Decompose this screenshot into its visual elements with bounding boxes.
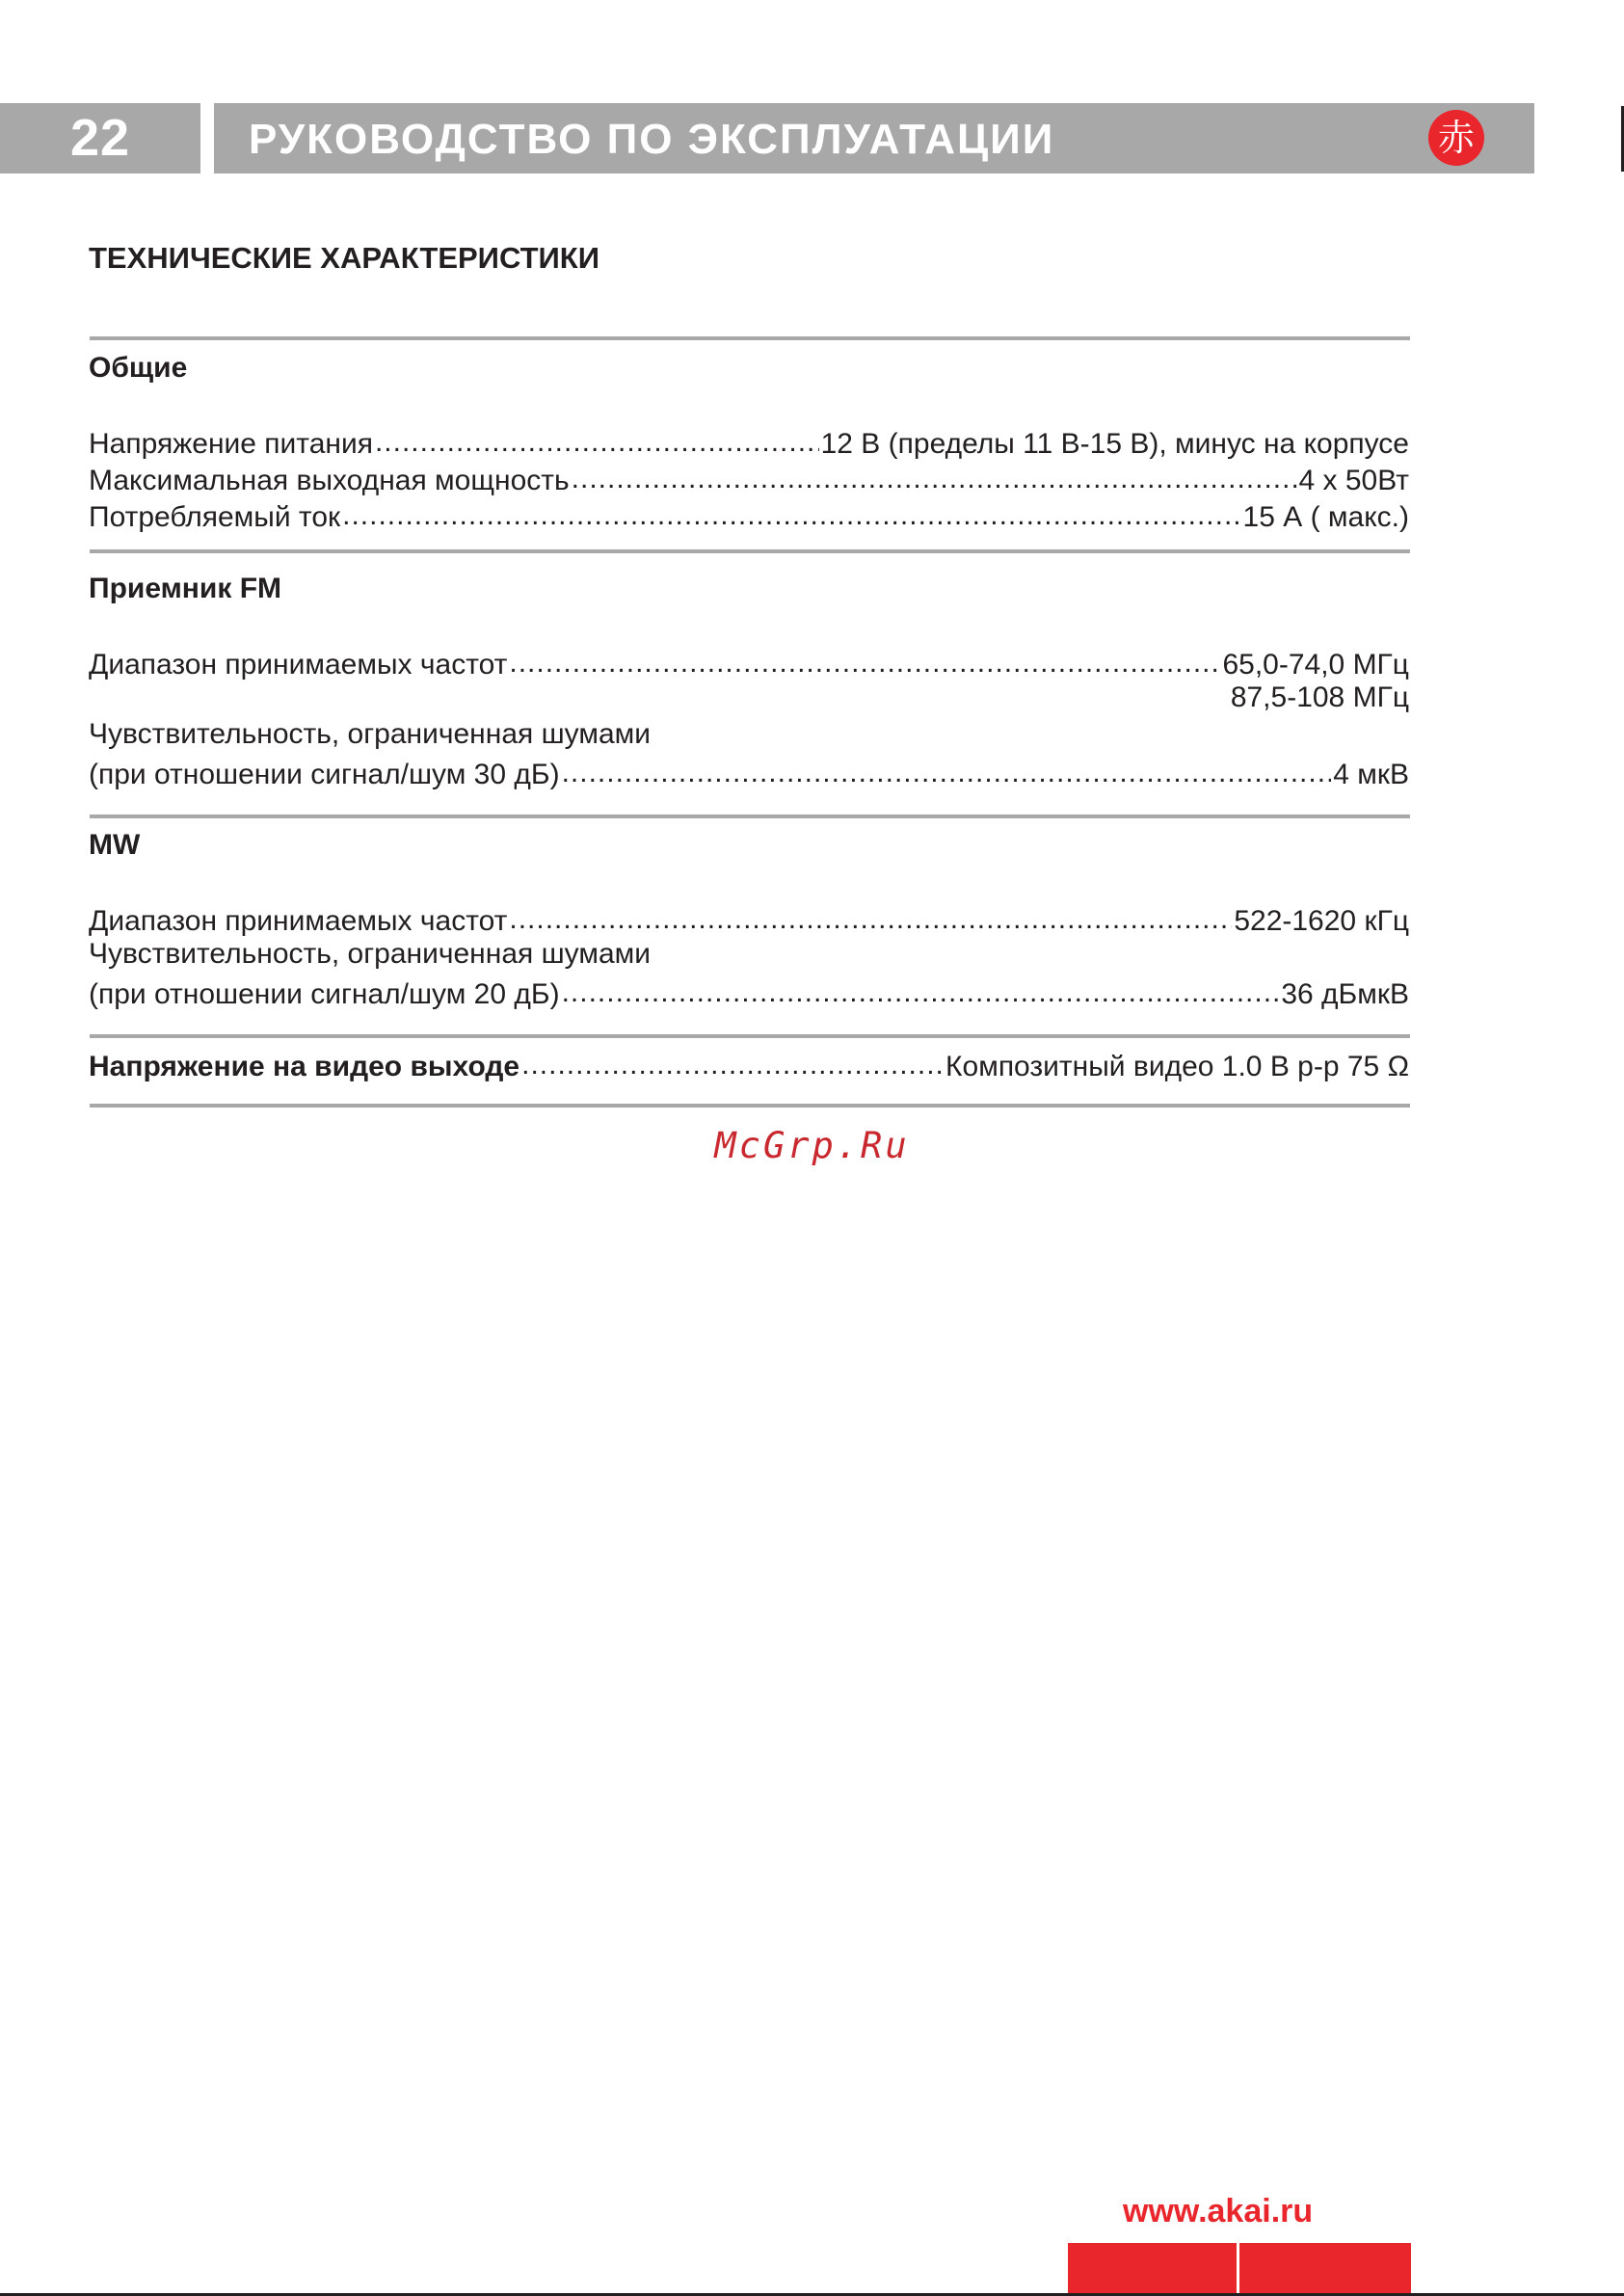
akai-logo-icon: 赤 xyxy=(1428,110,1484,166)
watermark: McGrp.Ru xyxy=(714,1125,910,1166)
spec-value: 36 дБмкВ xyxy=(1281,978,1409,1010)
spec-label: Потребляемый ток xyxy=(89,501,341,533)
leader-dots xyxy=(521,1047,944,1076)
spec-value: 15 А ( макс.) xyxy=(1242,501,1409,533)
leader-dots xyxy=(342,497,1240,526)
leader-dots xyxy=(375,424,819,453)
spec-value: 12 В (пределы 11 В-15 В), минус на корпусе xyxy=(820,428,1409,460)
spec-row-mw-range xyxy=(89,901,1409,938)
divider-video xyxy=(90,1034,1410,1038)
leader-dots xyxy=(509,901,1232,930)
leader-dots xyxy=(562,974,1280,1003)
divider-top xyxy=(90,336,1410,340)
group-title-general: Общие xyxy=(89,352,188,384)
group-title-fm: Приемник FM xyxy=(89,573,282,604)
manual-title: РУКОВОДСТВО ПО ЭКСПЛУАТАЦИИ xyxy=(249,116,1055,163)
divider-bottom xyxy=(90,1104,1410,1108)
fm-sensitivity-line: Чувствительность, ограниченная шумами xyxy=(89,718,652,750)
spec-label: Диапазон принимаемых частот xyxy=(89,905,508,937)
spec-label: (при отношении сигнал/шум 20 дБ) xyxy=(89,978,560,1010)
leader-dots xyxy=(509,645,1220,674)
page-number: 22 xyxy=(69,109,131,167)
divider-mw xyxy=(90,814,1410,818)
spec-row-supply-voltage xyxy=(89,424,1409,461)
spec-row-video-output xyxy=(89,1047,1409,1083)
fm-range-second-value: 87,5-108 МГц xyxy=(1230,681,1409,713)
spec-label: (при отношении сигнал/шум 30 дБ) xyxy=(89,759,560,790)
leader-dots xyxy=(562,755,1332,784)
spec-row-current xyxy=(89,497,1409,534)
section-heading: ТЕХНИЧЕСКИЕ ХАРАКТЕРИСТИКИ xyxy=(89,241,599,275)
footer-red-block-right xyxy=(1239,2243,1411,2296)
spec-value: Композитный видео 1.0 В p-p 75 Ω xyxy=(945,1051,1409,1082)
website-link[interactable]: www.akai.ru xyxy=(1123,2193,1314,2229)
spec-row-mw-sensitivity xyxy=(89,974,1409,1011)
spec-label: Диапазон принимаемых частот xyxy=(89,649,508,681)
spec-value: 522-1620 кГц xyxy=(1234,905,1409,937)
spec-row-fm-sensitivity xyxy=(89,755,1409,791)
spec-value: 4 х 50Вт xyxy=(1298,465,1409,496)
footer-red-block-left xyxy=(1068,2243,1237,2296)
spec-label: Напряжение питания xyxy=(89,428,373,460)
spec-row-max-power xyxy=(89,461,1409,497)
spec-value: 65,0-74,0 МГц xyxy=(1222,649,1409,681)
mw-sensitivity-line: Чувствительность, ограниченная шумами xyxy=(89,938,652,970)
spec-label: Максимальная выходная мощность xyxy=(89,465,570,496)
spec-value: 4 мкВ xyxy=(1333,759,1409,790)
group-title-mw: MW xyxy=(89,829,141,861)
leader-dots xyxy=(572,461,1297,490)
spec-row-fm-range xyxy=(89,645,1409,681)
divider-fm xyxy=(90,549,1410,553)
spec-label: Напряжение на видео выходе xyxy=(89,1051,520,1082)
